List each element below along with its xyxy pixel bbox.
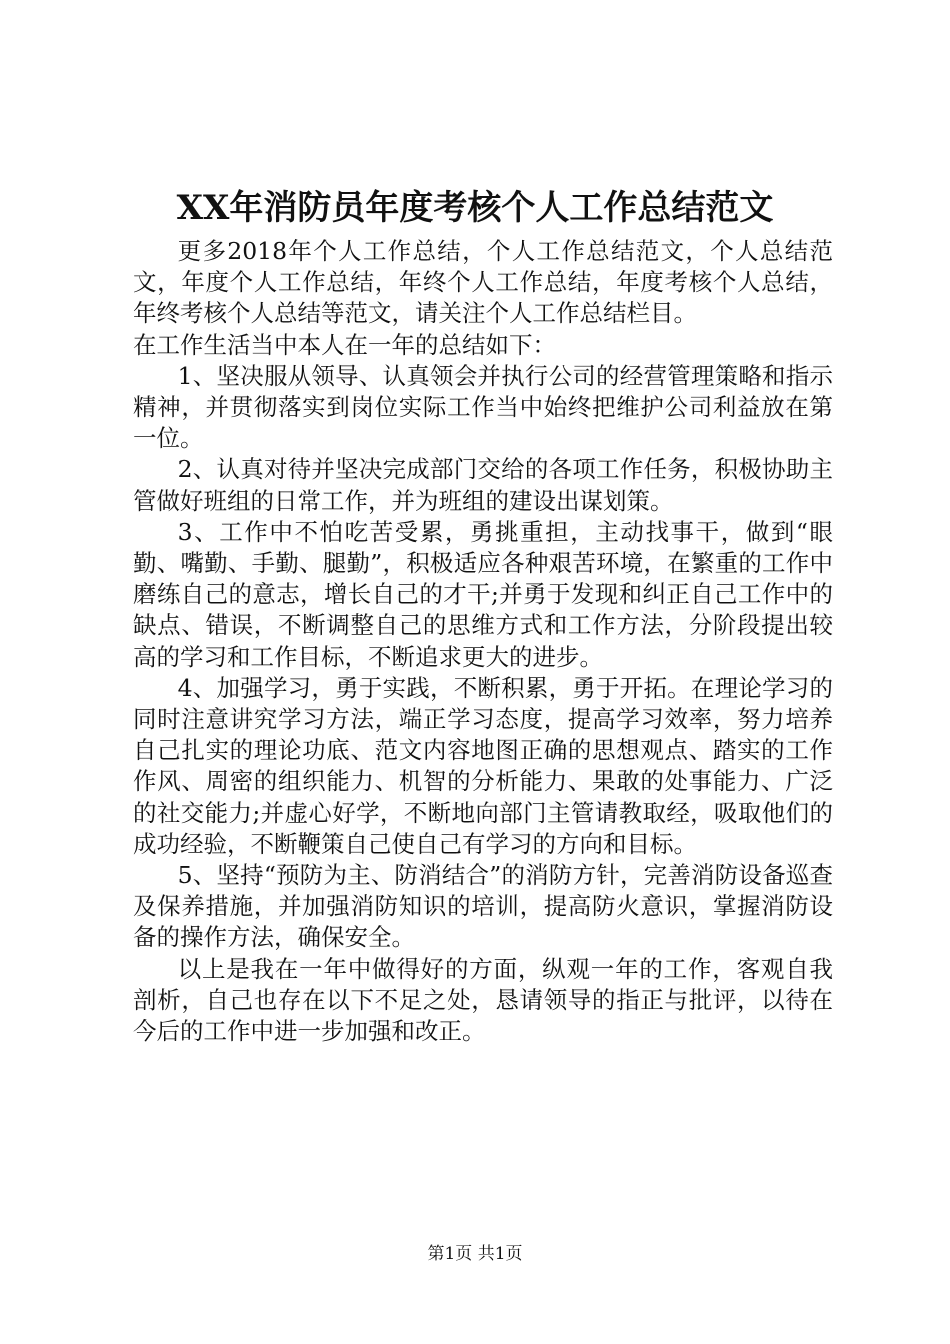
point-1-paragraph: 1、坚决服从领导、认真领会并执行公司的经营管理策略和指示精神，并贯彻落实到岗位实际工作当中始终把维护公司利益放在第一位。: [133, 361, 833, 453]
document-title: XX年消防员年度考核个人工作总结范文: [176, 188, 774, 228]
intro-paragraph: 更多2018年个人工作总结，个人工作总结范文，个人总结范文，年度个人工作总结，年终个人工作总结，年度考核个人总结，年终考核个人总结等范文，请关注个人工作总结栏目。: [133, 237, 833, 328]
point-5-paragraph: 5、坚持“预防为主、防消结合”的消防方针，完善消防设备巡查及保养措施，并加强消防知识的培训，提高防火意识，掌握消防设备的操作方法，确保安全。: [133, 861, 833, 952]
point-2-paragraph: 2、认真对待并坚决完成部门交给的各项工作任务，积极协助主管做好班组的日常工作，并为班组的建设出谋划策。: [133, 455, 833, 515]
point-3-paragraph: 3、工作中不怕吃苦受累，勇挑重担，主动找事干，做到“眼勤、嘴勤、手勤、腿勤”，积极适应各种艰苦环境，在繁重的工作中磨练自己的意志，增长自己的才干;并勇于发现和纠正自己工作中的缺点、错误，不断调整自己的思维方式和工作方法，分阶段提出较高的学习和工作目标，不断追求更大的进步。: [133, 517, 833, 671]
point-4-paragraph: 4、加强学习，勇于实践，不断积累，勇于开拓。在理论学习的同时注意讲究学习方法，端正学习态度，提高学习效率，努力培养自己扎实的理论功底、范文内容地图正确的思想观点、踏实的工作作风、周密的组织能力、机智的分析能力、果敢的处事能力、广泛的社交能力;并虚心好学，不断地向部门主管请教取经，吸取他们的成功经验，不断鞭策自己使自己有学习的方向和目标。: [133, 673, 833, 858]
document-body: [133, 236, 833, 1047]
conclusion-paragraph: 以上是我在一年中做得好的方面，纵观一年的工作，客观自我剖析，自己也存在以下不足之处，恳请领导的指正与批评，以待在今后的工作中进一步加强和改正。: [133, 954, 833, 1046]
page-number-footer: 第1页 共1页: [427, 1244, 523, 1264]
summary-lead-paragraph: 在工作生活当中本人在一年的总结如下：: [133, 330, 556, 359]
